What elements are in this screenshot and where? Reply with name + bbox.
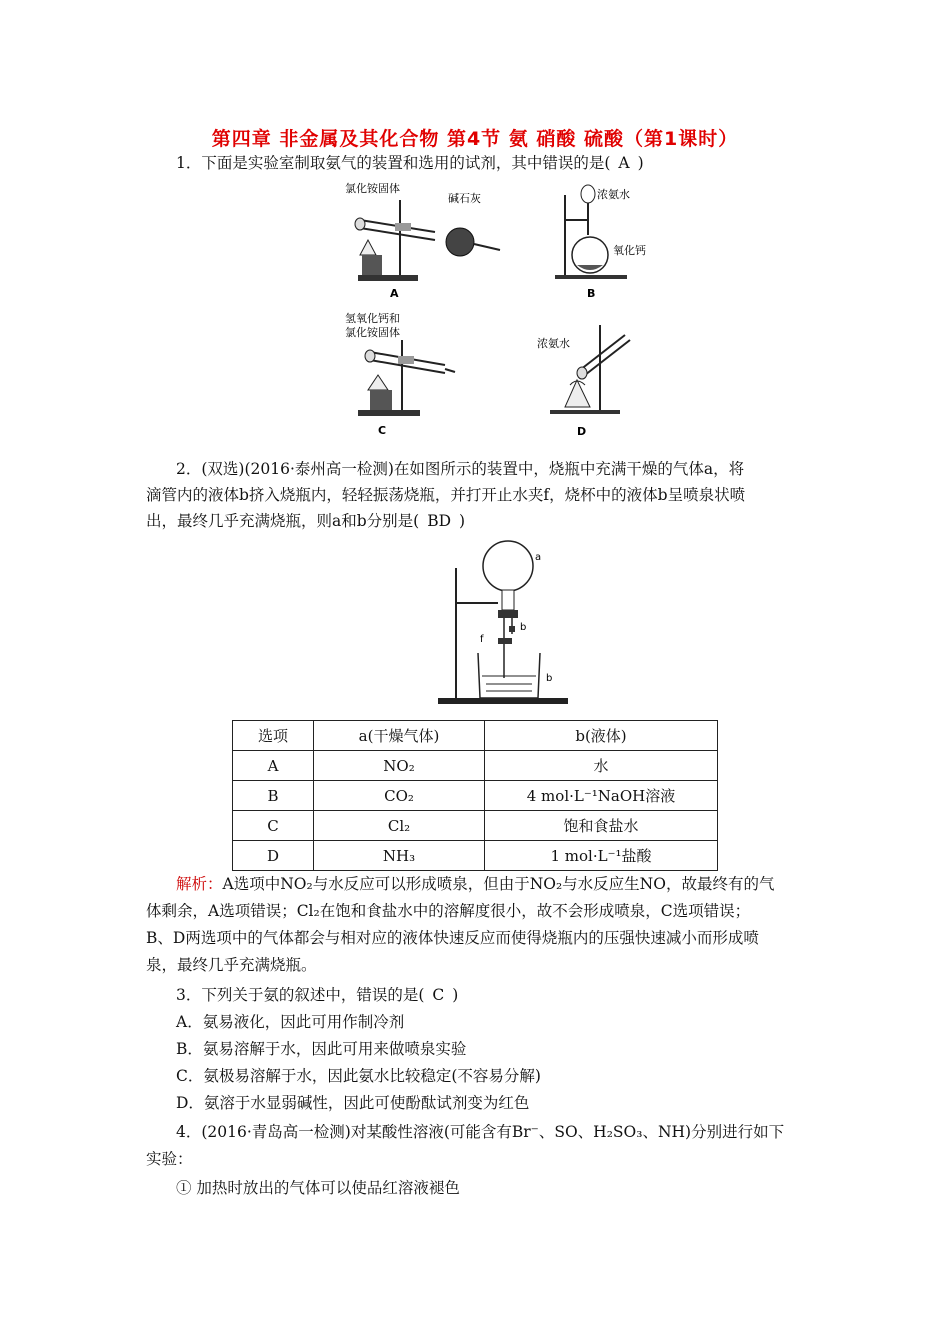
q2-line3: 出，最终几乎充满烧瓶，则a和b分别是( BD ) (146, 512, 466, 530)
q2-line1: 2．(双选)(2016·泰州高一检测)在如图所示的装置中，烧瓶中充满干燥的气体a，将 (176, 460, 745, 478)
table-row (233, 751, 718, 781)
table-cell: NO₂ (314, 751, 485, 781)
q4-line1: 4．(2016·青岛高一检测)对某酸性溶液(可能含有Br⁻、SO、H₂SO₃、NH)分别进行如下 (176, 1123, 785, 1141)
q2-analysis-line3: B、D两选项中的气体都会与相对应的液体快速反应而使得烧瓶内的压强快速减小而形成喷 (146, 929, 759, 947)
fig-b-tag: B (587, 287, 596, 300)
table-row (233, 781, 718, 811)
table-header-row (233, 721, 718, 751)
q2-answer: BD (427, 512, 452, 530)
q1-figure-b (545, 180, 665, 305)
q3-option-a: A．氨易液化，因此可用作制冷剂 (176, 1013, 405, 1031)
table-cell: 水 (485, 751, 718, 781)
table-header-cell: a(干燥气体) (314, 721, 485, 751)
fig-b-label-conc-ammonia: 浓氨水 (597, 188, 630, 201)
table-cell: D (233, 841, 314, 871)
fig-label-f: f (480, 634, 484, 645)
q3-option-b: B．氨易溶解于水，因此可用来做喷泉实验 (176, 1040, 467, 1058)
q2-line2: 滴管内的液体b挤入烧瓶内，轻轻振荡烧瓶，并打开止水夹f，烧杯中的液体b呈喷泉状喷 (146, 486, 746, 504)
q1-answer: A (618, 154, 630, 172)
fig-a-tag: A (390, 287, 399, 300)
q2-analysis-line2: 体剩余，A选项错误；Cl₂在饱和食盐水中的溶解度很小，故不会形成喷泉，C选项错误； (146, 902, 751, 920)
table-cell: 1 mol·L⁻¹盐酸 (485, 841, 718, 871)
fig-c-label-line1: 氢氧化钙和 (345, 312, 400, 325)
fig-d-tag: D (577, 425, 587, 438)
fig-label-b-beaker: b (546, 673, 553, 684)
table-header-cell: b(液体) (485, 721, 718, 751)
table-cell: CO₂ (314, 781, 485, 811)
table-header-cell: 选项 (233, 721, 314, 751)
q3-answer: C (432, 986, 445, 1004)
fig-label-b-dropper: b (520, 622, 527, 633)
analysis-label: 解析： (176, 875, 223, 893)
q2-analysis-line4: 泉，最终几乎充满烧瓶。 (146, 956, 317, 974)
fig-b-label-calcium-oxide: 氧化钙 (613, 244, 646, 257)
table-cell: A (233, 751, 314, 781)
fig-a-label-soda-lime: 碱石灰 (448, 192, 481, 205)
q3-stem: 3．下列关于氨的叙述中，错误的是( C ) (176, 986, 459, 1004)
q1-figure-d (535, 315, 665, 442)
table-row (233, 811, 718, 841)
table-cell: NH₃ (314, 841, 485, 871)
table-cell: 4 mol·L⁻¹NaOH溶液 (485, 781, 718, 811)
q1-stem: 1．下面是实验室制取氨气的装置和选用的试剂，其中错误的是( A ) (176, 154, 644, 172)
table-cell: C (233, 811, 314, 841)
q3-option-c: C．氨极易溶解于水，因此氨水比较稳定(不容易分解) (176, 1067, 541, 1085)
fig-d-label-conc-ammonia: 浓氨水 (537, 337, 570, 350)
table-row (233, 841, 718, 871)
table-cell: B (233, 781, 314, 811)
q2-options-table (232, 720, 718, 871)
fig-c-tag: C (378, 424, 387, 437)
fig-label-a: a (535, 552, 542, 563)
table-cell: Cl₂ (314, 811, 485, 841)
q3-option-d: D．氨溶于水显弱碱性，因此可使酚酞试剂变为红色 (176, 1094, 530, 1112)
fig-c-label-line2: 氯化铵固体 (345, 326, 400, 339)
q2-analysis-line1: 解析：A选项中NO₂与水反应可以形成喷泉，但由于NO₂与水反应生NO，故最终有的气 (176, 875, 775, 893)
q4-item1: ① 加热时放出的气体可以使品红溶液褪色 (176, 1179, 460, 1197)
q4-line2: 实验： (146, 1150, 193, 1168)
q1-figure-a (340, 180, 520, 305)
fig-a-label-ammonium-chloride: 氯化铵固体 (345, 182, 400, 195)
q1-figure-c (340, 310, 520, 442)
table-cell: 饱和食盐水 (485, 811, 718, 841)
q2-fountain-figure (438, 538, 588, 710)
page-title: 第四章 非金属及其化合物 第4节 氨 硝酸 硫酸（第1课时） (211, 128, 739, 150)
